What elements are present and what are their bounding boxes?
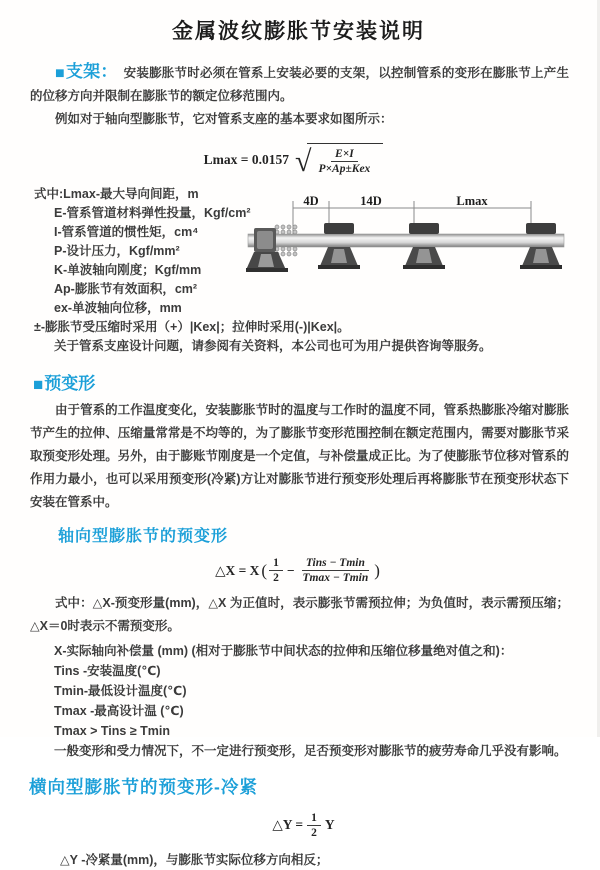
definition-line: Tmax > Tins ≥ Tmin xyxy=(54,723,171,738)
temp-numerator: Tins − Tmin xyxy=(302,556,369,571)
definition-line: ex-单波轴向位移，mm xyxy=(54,300,182,315)
axial-predeform-heading: 轴向型膨胀节的预变形 xyxy=(58,527,229,545)
radical-sign: √ xyxy=(295,144,312,178)
definition-line: Tmax -最高设计温 (℃) xyxy=(54,703,184,718)
axial-formula xyxy=(0,556,597,586)
section-square-icon: ■ xyxy=(33,374,44,394)
definition-line: P-设计压力，Kgf/mm² xyxy=(54,243,180,258)
axial-general-note: 一般变形和受力情况下，不一定进行预变形，足否预变形对膨胀节的疲劳寿命几乎没有影响。 xyxy=(54,743,567,758)
support-intro-text: 安装膨胀节时必须在管系上安装必要的支架，以控制管系的变形在膨胀节上产生的位移方向并限制在膨胀节的额定位移范围内。 xyxy=(30,66,569,103)
lateral-formula xyxy=(10,811,597,841)
lmax-formula-numerator: E×I xyxy=(331,147,358,162)
pipe xyxy=(248,234,564,247)
lateral-predeform-heading: 横向型膨胀节的预变形-冷紧 xyxy=(29,776,258,797)
lmax-formula-lhs: Lmax = 0.0157 xyxy=(203,151,289,167)
definition-line: Tins -安装温度(℃) xyxy=(54,663,161,678)
axial-formula-lhs: △X = X xyxy=(215,562,260,578)
section-square-icon: ■ xyxy=(55,65,65,82)
support-intro-paragraph xyxy=(30,60,569,108)
lmax-formula-denominator: P×Ap±Kex xyxy=(318,163,371,176)
close-paren: ) xyxy=(374,560,380,580)
lmax-formula xyxy=(0,143,597,177)
support-section-heading: 支架： xyxy=(65,62,118,81)
dim-label-14d: 14D xyxy=(360,194,382,208)
open-paren: ( xyxy=(261,560,268,580)
support-example-text: 例如对于轴向型膨胀节，它对管系支座的基本要求如图所示： xyxy=(55,112,393,126)
temp-denominator: Tmax − Tmin xyxy=(302,572,369,585)
dim-label-lmax: Lmax xyxy=(456,194,488,208)
page-title: 金属波纹膨胀节安装说明 xyxy=(172,20,425,43)
axial-definition-lines xyxy=(0,641,597,761)
square-root xyxy=(295,143,383,177)
half-denominator: 2 xyxy=(311,826,317,839)
dim-label-4d: 4D xyxy=(303,194,319,208)
half-denominator: 2 xyxy=(273,572,279,585)
predeform-heading-text: 预变形 xyxy=(44,373,96,393)
definition-line: I-管系管道的惯性矩，cm⁴ xyxy=(54,224,199,239)
definition-line: Ap-膨胀节有效面积，cm² xyxy=(54,281,198,296)
predeform-section-heading xyxy=(33,369,597,395)
predeform-paragraph: 由于管系的工作温度变化，安装膨胀节时的温度与工作时的温度不同，管系热膨胀冷缩对膨胀节产生的拉伸、压缩量常常是不均等的，为了膨胀节变形范围控制在额定范围内，需要对膨胀节采取预变形处理。另外，由于膨账节刚度是一个定值，与补偿量成正比。为了使膨胀节位移对管系的作用力最小，也可以采用预变形(冷紧)方让对膨胀节进行预变形处理后再将膨胀节在预变形状态下安装在管系中。 xyxy=(30,402,569,509)
definition-line: ±-膨胀节受压缩时采用（+）|Kex|；拉伸时采用(-)|Kex|。 xyxy=(34,319,350,334)
definition-line: X-实际轴向补偿量 (mm) (相对于膨胀节中间状态的拉伸和压缩位移量绝对值之和)： xyxy=(54,643,513,658)
minus-sign: − xyxy=(286,562,295,578)
lateral-formula-rhs: Y xyxy=(324,817,335,833)
half-numerator: 1 xyxy=(307,811,321,826)
dimension-labels xyxy=(303,194,488,208)
definition-line: 式中:Lmax-最大导向间距，m xyxy=(34,186,199,201)
support-service-note: 关于管系支座设计问题，请参阅有关资料，本公司也可为用户提供咨询等服务。 xyxy=(54,338,492,353)
half-numerator: 1 xyxy=(269,556,283,571)
definition-line: Tmin-最低设计温度(℃) xyxy=(54,683,187,698)
pipe-support-diagram xyxy=(246,192,594,292)
definition-line: E-管系管道材料弹性投量，Kgf/cm² xyxy=(54,205,251,220)
definition-line: K-单波轴向刚度；Kgf/mm xyxy=(54,262,202,277)
axial-formula-explanation: 式中：△X-预变形量(mm)，△X 为正值时，表示膨张节需预拉伸；为负值时，表示需预压缩；△X＝0时表示不需预变形。 xyxy=(30,595,569,633)
lateral-note: △Y -冷紧量(mm)，与膨胀节实际位移方向相反； xyxy=(60,853,329,868)
lateral-formula-lhs: △Y = xyxy=(272,817,304,833)
